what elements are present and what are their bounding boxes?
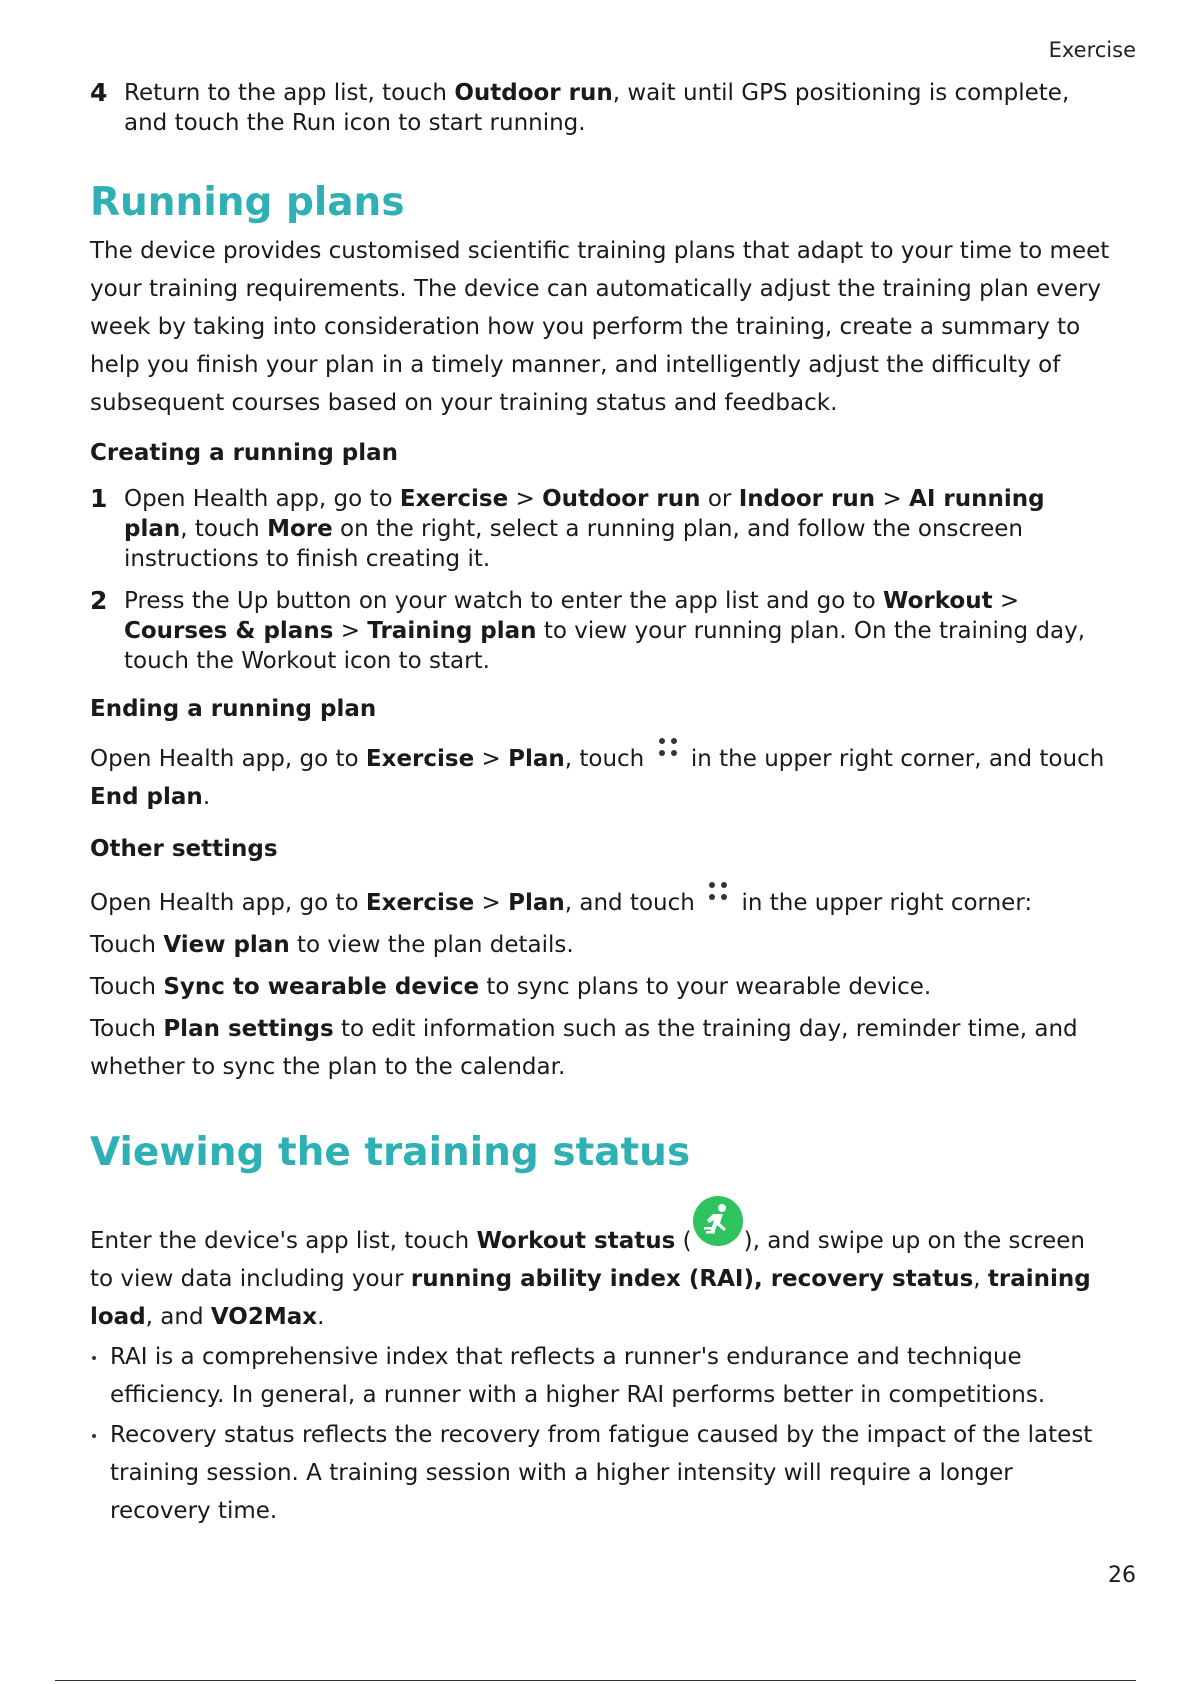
text: > [992, 588, 1020, 614]
more-dots-icon [656, 736, 680, 760]
text-bold: Workout status [476, 1228, 676, 1254]
text-bold: Exercise [365, 746, 475, 772]
text: , touch [564, 746, 652, 772]
other-settings-line-4 [90, 1010, 1110, 1086]
running-plans-heading: Running plans [90, 180, 405, 225]
text: in the upper right corner: [734, 890, 1033, 916]
text: > [474, 746, 509, 772]
text: Touch [90, 974, 164, 1000]
text-bold: Plan settings [163, 1016, 334, 1042]
text-bold: Plan [508, 746, 565, 772]
text-bold: Outdoor run [542, 486, 701, 512]
text: . [202, 784, 211, 810]
text: to sync plans to your wearable device. [479, 974, 932, 1000]
text: to view your running plan. On the training day, touch the Workout icon to start. [124, 618, 1086, 674]
page-content [90, 78, 1110, 1530]
text: Return to the app list, touch [124, 80, 455, 106]
workout-status-icon [693, 1196, 743, 1246]
other-settings-line-2 [90, 926, 1110, 964]
text-bold: Exercise [399, 486, 509, 512]
text: to edit information such as the training day, reminder time, and whether to sync the plan to the calendar. [90, 1016, 1078, 1080]
text-bold: Workout [883, 588, 993, 614]
text: Open Health app, go to [90, 746, 366, 772]
page-number: 26 [1108, 1563, 1136, 1588]
text-bold: Training plan [367, 618, 537, 644]
text-bold: Exercise [365, 890, 475, 916]
text: Touch [90, 932, 164, 958]
text: , [973, 1266, 988, 1292]
text-bold: AI running plan [124, 486, 1045, 542]
ending-plan-heading: Ending a running plan [90, 696, 377, 722]
text-bold: Plan [508, 890, 565, 916]
text: > [333, 618, 368, 644]
step-number: 1 [90, 484, 108, 513]
creating-plan-heading: Creating a running plan [90, 440, 399, 466]
text: Enter the device's app list, touch [90, 1228, 477, 1254]
bullet-rai: RAI is a comprehensive index that reflects a runner's endurance and technique efficiency. In general, a runner with a higher RAI performs better in competitions. [90, 1338, 1110, 1414]
running-header: Exercise [1048, 38, 1136, 62]
running-plans-intro: The device provides customised scientific training plans that adapt to your time to meet your training requirements. The device can automatically adjust the training plan every week by taking into consideration how you perform the training, create a summary to help you finish your plan in a timely manner, and intelligently adjust the difficulty of subsequent courses based on your training status and feedback. [90, 238, 1110, 416]
text: ( [675, 1228, 692, 1254]
text: to view the plan details. [289, 932, 574, 958]
text-bold: VO2Max [210, 1304, 318, 1330]
more-dots-icon [706, 880, 730, 904]
other-settings-line-3 [90, 968, 1110, 1006]
text-bold: More [267, 516, 333, 542]
text: . [317, 1304, 325, 1330]
text: Press the Up button on your watch to enter the app list and go to [124, 588, 884, 614]
text: , and [145, 1304, 211, 1330]
text-bold: View plan [163, 932, 290, 958]
step-1 [90, 484, 1110, 574]
bullet-recovery: Recovery status reflects the recovery from fatigue caused by the impact of the latest training session. A training session with a higher intensity will require a longer recovery time. [90, 1416, 1110, 1530]
text: in the upper right corner, and touch [683, 746, 1105, 772]
text-bold: training load [90, 1266, 1091, 1330]
text: , wait until GPS positioning is complete, and touch the Run icon to start running. [124, 80, 1070, 136]
other-settings-heading: Other settings [90, 836, 278, 862]
step-number: 2 [90, 586, 108, 615]
text: , touch [180, 516, 268, 542]
text: > [508, 486, 543, 512]
ending-plan-text [90, 736, 1110, 816]
text: > [875, 486, 910, 512]
text: Open Health app, go to [124, 486, 400, 512]
step-2 [90, 586, 1110, 676]
text: ), and swipe up on the screen to view data including your [90, 1228, 1085, 1292]
outdoor-run-label: Outdoor run [454, 80, 613, 106]
step-4 [90, 78, 1110, 138]
text-bold: running ability index (RAI), recovery status [410, 1266, 974, 1292]
text: Touch [90, 1016, 164, 1042]
other-settings-line-1 [90, 880, 1110, 922]
training-status-intro [90, 1196, 1110, 1336]
text-bold: End plan [90, 784, 203, 810]
text: , and touch [564, 890, 703, 916]
text-bold: Sync to wearable device [163, 974, 480, 1000]
training-status-heading: Viewing the training status [90, 1130, 691, 1175]
step-number: 4 [90, 78, 108, 107]
text-bold: Indoor run [738, 486, 876, 512]
text: > [474, 890, 509, 916]
text-bold: Courses & plans [124, 618, 334, 644]
footer-divider [55, 1680, 1136, 1681]
text: on the right, select a running plan, and follow the onscreen instructions to finish creating it. [124, 516, 1023, 572]
text: or [700, 486, 739, 512]
text: Open Health app, go to [90, 890, 366, 916]
